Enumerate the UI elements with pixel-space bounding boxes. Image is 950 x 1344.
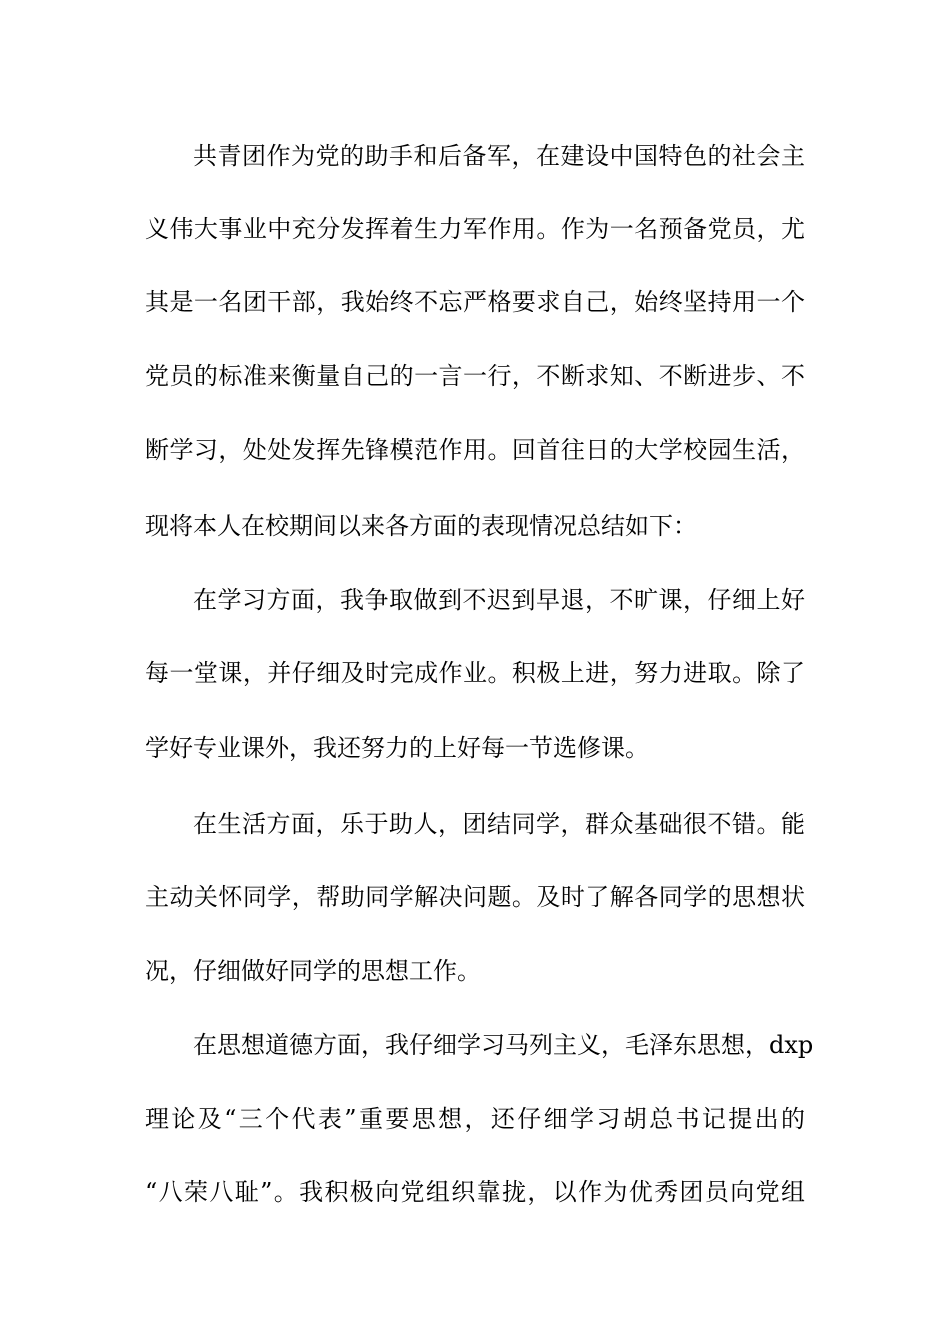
paragraph-2-line-1: 在学习方面，我争取做到不迟到早退，不旷课，仔细上好 (193, 586, 805, 614)
paragraph-4-line-2: 理论及“三个代表”重要思想，还仔细学习胡总书记提出的 (145, 1105, 805, 1133)
paragraph-3-line-2: 主动关怀同学，帮助同学解决问题。及时了解各同学的思想状 (145, 883, 805, 911)
paragraph-3-line-3: 况，仔细做好同学的思想工作。 (145, 957, 481, 985)
paragraph-4-line-1: 在思想道德方面，我仔细学习马列主义，毛泽东思想，dxp (193, 1031, 814, 1059)
paragraph-1-line-5: 断学习，处处发挥先锋模范作用。回首往日的大学校园生活， (145, 436, 805, 464)
paragraph-1-line-4: 党员的标准来衡量自己的一言一行，不断求知、不断进步、不 (145, 362, 805, 390)
paragraph-4-line-3: “八荣八耻”。我积极向党组织靠拢，以作为优秀团员向党组 (145, 1178, 805, 1206)
paragraph-2-line-3: 学好专业课外，我还努力的上好每一节选修课。 (145, 734, 649, 762)
paragraph-1-line-2: 义伟大事业中充分发挥着生力军作用。作为一名预备党员，尤 (145, 215, 805, 243)
paragraph-1-line-6: 现将本人在校期间以来各方面的表现情况总结如下： (145, 512, 697, 540)
paragraph-2-line-2: 每一堂课，并仔细及时完成作业。积极上进，努力进取。除了 (145, 659, 805, 687)
paragraph-3-line-1: 在生活方面，乐于助人，团结同学，群众基础很不错。能 (193, 810, 805, 838)
paragraph-1-line-1: 共青团作为党的助手和后备军，在建设中国特色的社会主 (193, 142, 805, 170)
paragraph-1-line-3: 其是一名团干部，我始终不忘严格要求自己，始终坚持用一个 (145, 288, 805, 316)
